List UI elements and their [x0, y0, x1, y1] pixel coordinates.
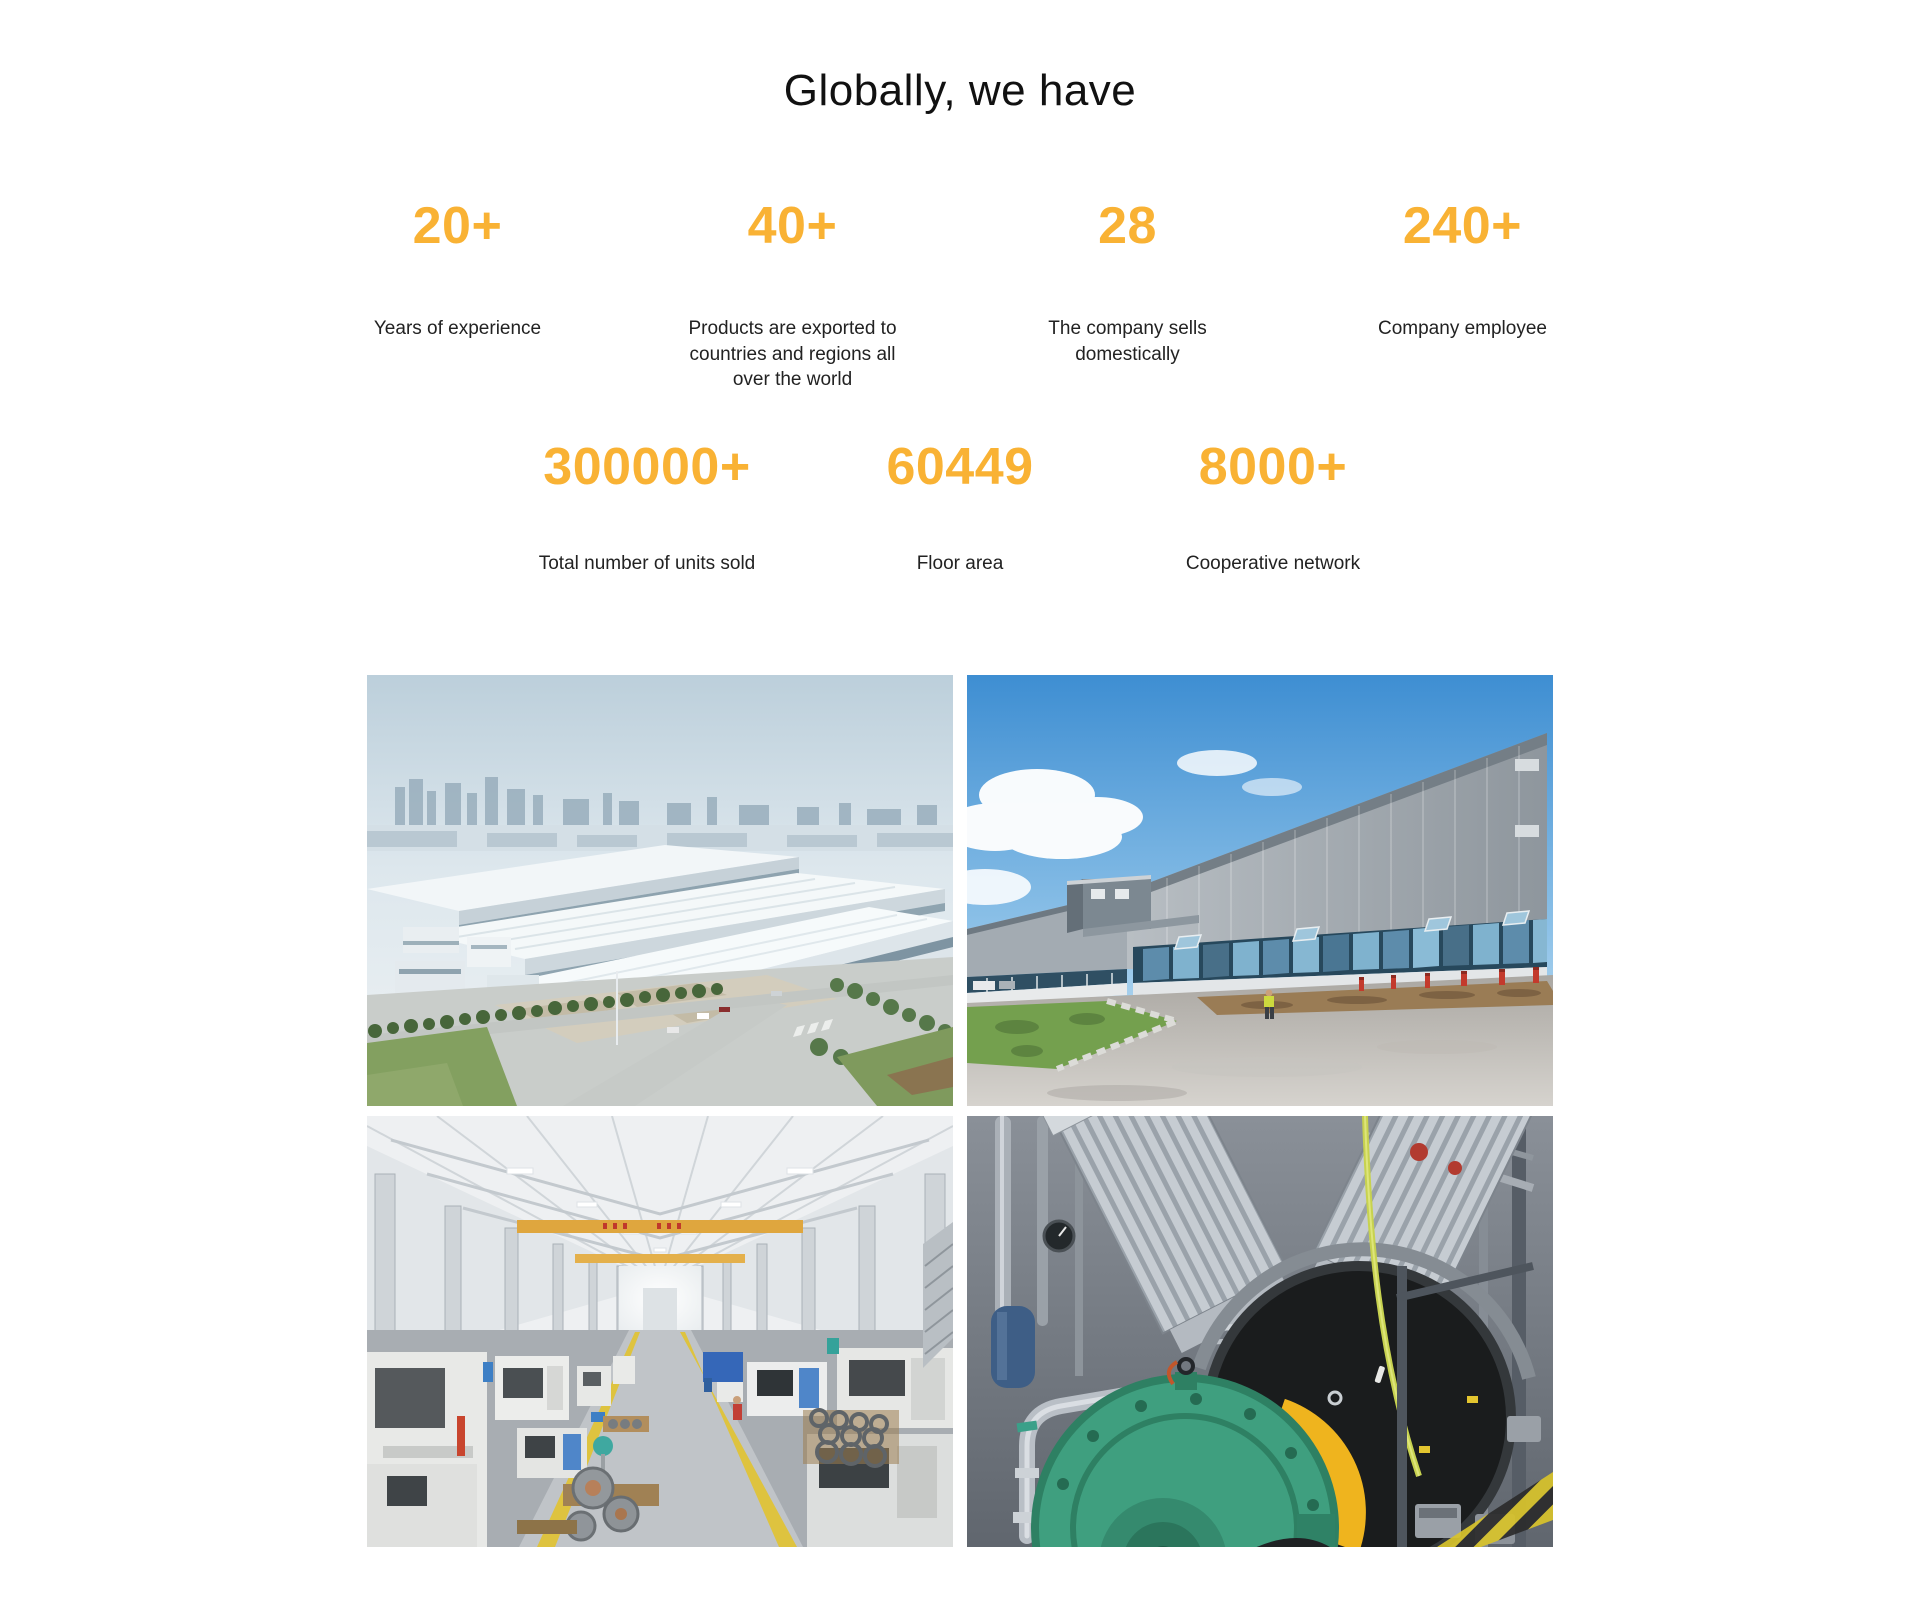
stat-floor-area — [804, 437, 1117, 577]
photo-workshop-interior — [367, 1116, 953, 1547]
workshop-interior-illustration — [367, 1116, 953, 1547]
stat-caption: Cooperative network — [1185, 552, 1361, 574]
stat-years-experience — [290, 197, 625, 342]
stat-caption: Total number of units sold — [538, 552, 756, 574]
stat-cooperative-network — [1117, 437, 1430, 577]
stat-value: 60449 — [886, 437, 1034, 496]
factory-aerial-illustration — [367, 675, 953, 1106]
stat-value: 40+ — [747, 197, 838, 255]
stat-value: 8000+ — [1198, 437, 1348, 496]
stat-units-sold — [491, 437, 804, 577]
stat-value: 240+ — [1402, 197, 1523, 255]
page-title: Globally, we have — [783, 66, 1137, 115]
photo-factory-aerial — [367, 675, 953, 1106]
stat-employees — [1295, 197, 1630, 342]
stat-domestic-sales — [960, 197, 1295, 367]
photo-factory-exterior — [967, 675, 1553, 1106]
photo-gallery — [367, 675, 1553, 1547]
stat-export-countries — [625, 197, 960, 393]
stat-caption: The company sells domestically — [1048, 318, 1207, 365]
stat-caption: Years of experience — [373, 318, 542, 339]
stat-value: 28 — [1098, 197, 1157, 255]
stat-caption: Company employee — [1378, 318, 1547, 339]
stat-value: 20+ — [412, 197, 503, 255]
stats-row-2 — [0, 437, 1920, 577]
stats-row-1 — [0, 197, 1920, 393]
photo-machinery-closeup — [967, 1116, 1553, 1547]
stat-caption: Products are exported to countries and regions all over the world — [688, 318, 897, 391]
machinery-closeup-illustration — [967, 1116, 1553, 1547]
factory-exterior-illustration — [967, 675, 1553, 1106]
stat-value: 300000+ — [543, 437, 751, 496]
stat-caption: Floor area — [916, 552, 1004, 574]
